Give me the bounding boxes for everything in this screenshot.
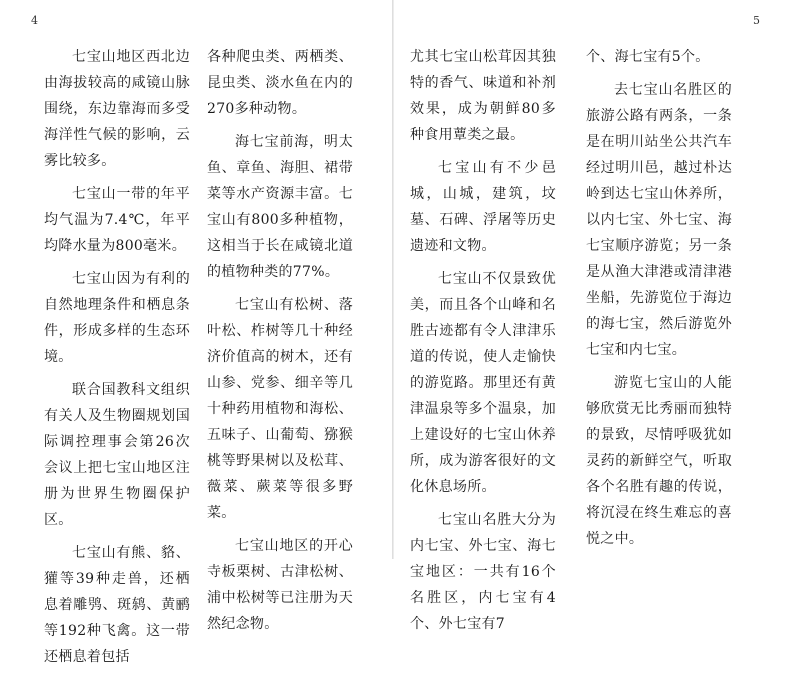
paragraph: 七宝山因为有利的自然地理条件和栖息条件，形成多样的生态环境。 — [44, 271, 190, 365]
paragraph: 游览七宝山的人能够欣赏无比秀丽而独特的景致，尽情呼吸犹如灵药的新鲜空气，听取各个名胜有趣的传说，将沉浸在终生难忘的喜悦之中。 — [586, 375, 732, 547]
right-page — [394, 0, 787, 632]
paragraph: 七宝山名胜大分为内七宝、外七宝、海七宝地区：一共有16个名胜区，内七宝有4个、外七宝有7 — [410, 512, 556, 632]
paragraph: 尤其七宝山松茸因其独特的香气、味道和补剂效果，成为朝鲜80多种食用蕈类之最。 — [410, 49, 556, 143]
left-page — [0, 0, 393, 665]
right-page-column-1 — [410, 44, 556, 644]
paragraph: 七宝山地区的开心寺板栗树、古津松树、浦中松树等已注册为天然纪念物。 — [207, 538, 353, 632]
page-number-left: 4 — [31, 14, 38, 27]
right-page-column-2 — [586, 44, 732, 559]
left-page-column-1 — [44, 44, 190, 677]
left-page-column-2 — [207, 44, 353, 644]
paragraph: 七宝山有熊、貉、獾等39种走兽，还栖息着雕鸮、斑鸫、黄鹂等192种飞禽。这一带还栖息着包括 — [44, 545, 190, 665]
paragraph: 海七宝前海，明太鱼、章鱼、海胆、裙带菜等水产资源丰富。七宝山有800多种植物，这相当于长在咸镜北道的植物种类的77%。 — [207, 134, 353, 280]
paragraph: 七宝山不仅景致优美，而且各个山峰和名胜古迹都有令人津津乐道的传说，使人走愉快的游览路。那里还有黄津温泉等多个温泉，加上建设好的七宝山休养所，成为游客很好的文化休息场所。 — [410, 271, 556, 495]
page-number-right: 5 — [753, 14, 760, 27]
paragraph: 去七宝山名胜区的旅游公路有两条，一条是在明川站坐公共汽车经过明川邑，越过朴达岭到达七宝山休养所，以内七宝、外七宝、海七宝顺序游览；另一条是从渔大津港或清津港坐船，先游览位于海边的海七宝，然后游览外七宝和内七宝。 — [586, 82, 732, 358]
paragraph: 个、海七宝有5个。 — [586, 49, 710, 65]
paragraph: 联合国教科文组织有关人及生物圈规划国际调控理事会第26次会议上把七宝山地区注册为世界生物圈保护区。 — [44, 382, 190, 528]
paragraph: 各种爬虫类、两栖类、昆虫类、淡水鱼在内的270多种动物。 — [207, 49, 353, 117]
paragraph: 七宝山地区西北边由海拔较高的咸镜山脉围绕，东边靠海而多受海洋性气候的影响，云雾比较多。 — [44, 49, 190, 169]
paragraph: 七宝山一带的年平均气温为7.4℃，年平均降水量为800毫米。 — [44, 186, 190, 254]
paragraph: 七宝山有松树、落叶松、柞树等几十种经济价值高的树木，还有山参、党参、细辛等几十种药用植物和海松、五味子、山葡萄、猕猴桃等野果树以及松茸、薇菜、蕨菜等很多野菜。 — [207, 297, 353, 521]
paragraph: 七宝山有不少邑城，山城，建筑，坟墓、石碑、浮屠等历史遗迹和文物。 — [410, 160, 556, 254]
